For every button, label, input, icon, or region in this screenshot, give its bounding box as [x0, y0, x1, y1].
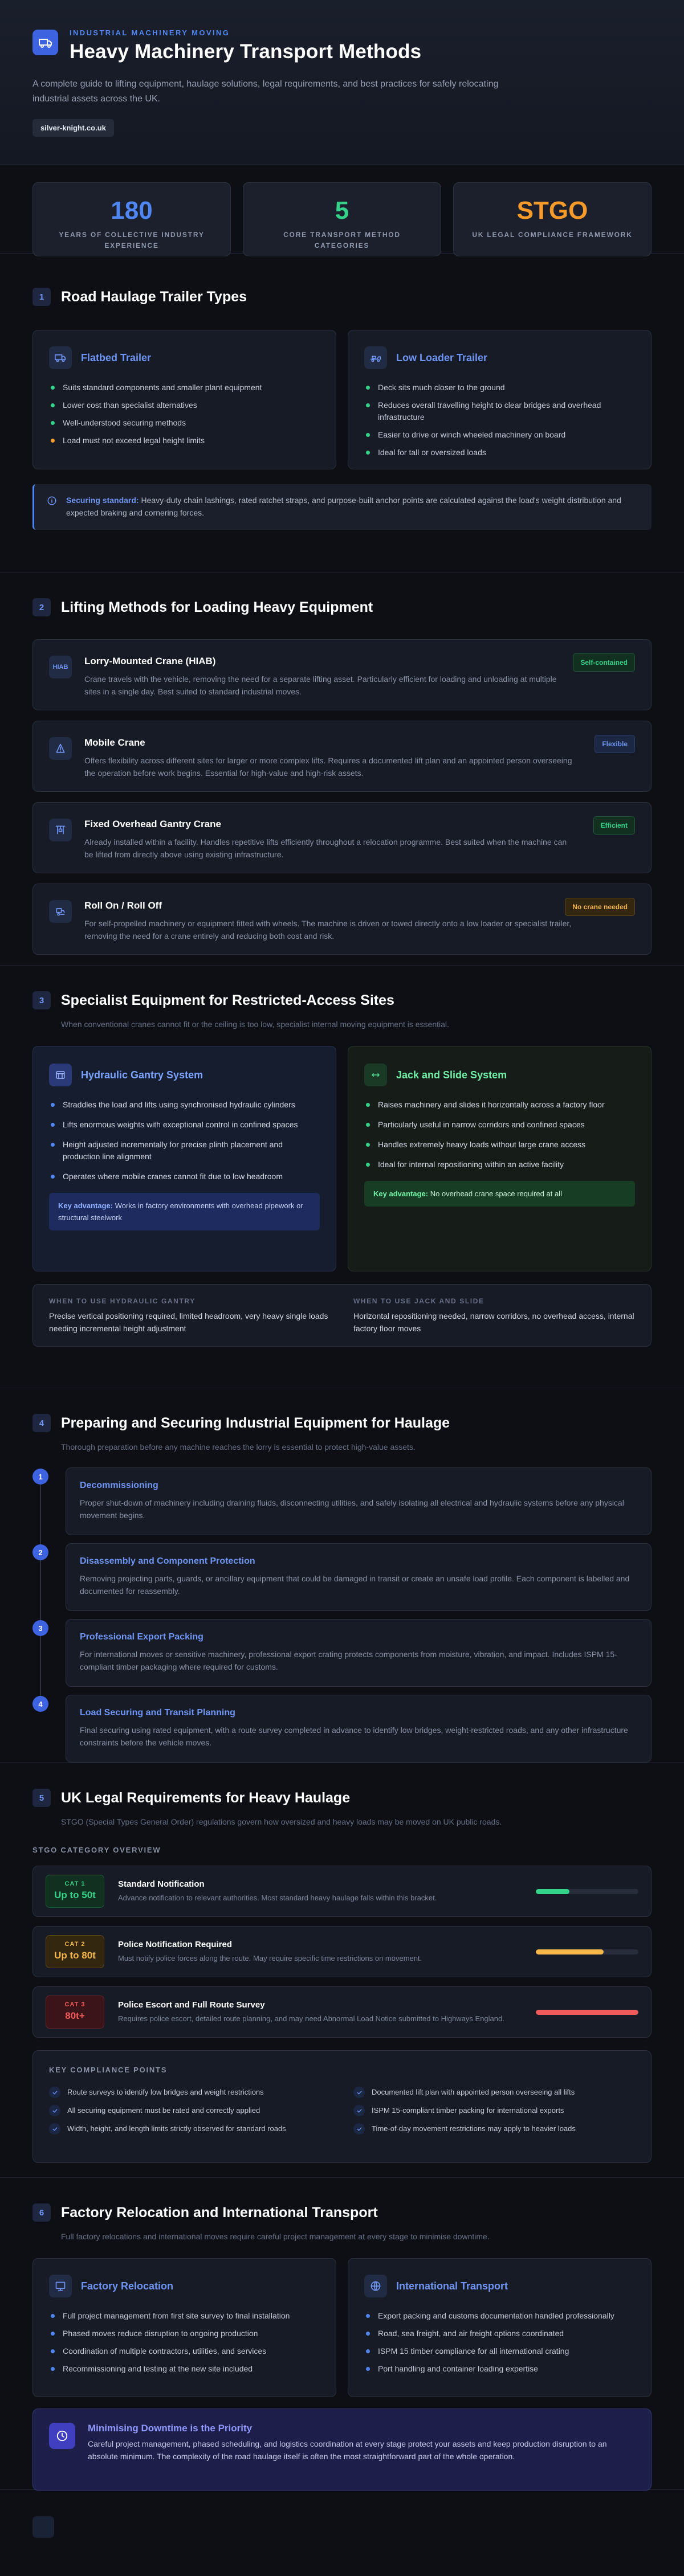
section-title: Specialist Equipment for Restricted-Access Sites: [61, 992, 394, 1008]
page-footer: [0, 2490, 684, 2567]
bullet-dot: [366, 386, 370, 390]
bullet-dot: [51, 421, 55, 425]
section-trailer-types: [0, 253, 684, 573]
section-subtitle: STGO (Special Types General Order) regulations govern how oversized and heavy loads may be moved on UK public roads.: [61, 1817, 502, 1826]
bullet-dot: [366, 433, 370, 437]
callout-text: Heavy-duty chain lashings, rated ratchet straps, and purpose-built anchor points are calculated against the load's weight distribution and expected braking and cornering forces.: [66, 496, 621, 517]
key-advantage-box: Key advantage: Works in factory environments with overhead pipework or structural steelwork: [49, 1193, 320, 1230]
category-level-fill: [536, 2010, 638, 2015]
category-level-bar: [536, 2010, 638, 2015]
section-number: 6: [32, 2203, 51, 2222]
bullet-dot: [51, 1143, 55, 1147]
card-title: International Transport: [396, 2280, 508, 2292]
bullet-dot: [366, 451, 370, 455]
compliance-points-card: [32, 2050, 652, 2163]
category-limit: Up to 50t: [54, 1890, 96, 1900]
method-title: Fixed Overhead Gantry Crane: [84, 819, 221, 829]
section-number: 4: [32, 1414, 51, 1432]
compliance-item: All securing equipment must be rated and correctly applied: [49, 2105, 331, 2116]
list-item: Reduces overall travelling height to clear bridges and overhead infrastructure: [364, 399, 635, 423]
category-title: Standard Notification: [118, 1879, 205, 1889]
list-item: Export packing and customs documentation handled professionally: [364, 2310, 635, 2322]
list-item: Well-understood securing methods: [49, 417, 320, 429]
category-desc: Must notify police forces along the route. May require specific time restrictions on movement.: [118, 1953, 422, 1962]
compliance-item: Route surveys to identify low bridges and weight restrictions: [49, 2087, 331, 2098]
category-badge: [46, 1875, 104, 1908]
stat-label: YEARS OF COLLECTIVE INDUSTRY EXPERIENCE: [59, 231, 205, 250]
bullet-dot: [51, 386, 55, 390]
stats-bar: [0, 165, 684, 253]
feature-list: [364, 2310, 635, 2375]
method-card: [32, 721, 652, 792]
card-title: Factory Relocation: [81, 2280, 174, 2292]
header-eyebrow: INDUSTRIAL MACHINERY MOVING: [70, 28, 230, 37]
step-card: [66, 1543, 652, 1611]
category-level-bar: [536, 1949, 638, 1955]
footer-logo: [32, 2516, 54, 2538]
section-preparation: [0, 1388, 684, 1763]
stat-value: 180: [111, 197, 153, 224]
stat-value: 5: [335, 197, 349, 224]
list-item: Operates where mobile cranes cannot fit due to low headroom: [49, 1171, 320, 1183]
gantry-icon: [49, 1064, 72, 1086]
method-desc: For self-propelled machinery or equipment fitted with wheels. The machine is driven or towed directly onto a low loader or specialist trailer, removing the need for a crane entirely and reducing both cost and risk.: [84, 919, 572, 941]
list-item: Lifts enormous weights with exceptional control in confined spaces: [49, 1119, 320, 1131]
stgo-overview-label: STGO CATEGORY OVERVIEW: [32, 1846, 161, 1854]
category-code: CAT 1: [64, 1880, 85, 1887]
bullet-dot: [51, 2332, 55, 2336]
section-title: Road Haulage Trailer Types: [61, 288, 247, 305]
factory-relocation-card: [32, 2258, 336, 2397]
list-item: Easier to drive or winch wheeled machinery on board: [364, 429, 635, 441]
feature-list: [364, 1099, 635, 1171]
list-item: Phased moves reduce disruption to ongoing production: [49, 2328, 320, 2340]
low-loader-icon: [364, 346, 387, 369]
factory-icon: [49, 2275, 72, 2297]
stat-label: UK LEGAL COMPLIANCE FRAMEWORK: [472, 231, 633, 239]
list-item: Recommissioning and testing at the new site included: [49, 2363, 320, 2375]
globe-icon: [364, 2275, 387, 2297]
category-level-fill: [536, 1949, 604, 1955]
step-card: [66, 1619, 652, 1687]
list-item: Ideal for tall or oversized loads: [364, 447, 635, 459]
bullet-dot: [51, 2349, 55, 2353]
bullet-dot: [51, 1175, 55, 1179]
category-level-fill: [536, 1889, 569, 1894]
compliance-label: KEY COMPLIANCE POINTS: [49, 2066, 168, 2074]
category-badge: [46, 1996, 104, 2029]
step-connector: [40, 1636, 41, 1696]
bullet-dot: [51, 1123, 55, 1127]
step-title: Load Securing and Transit Planning: [80, 1708, 235, 1718]
bullet-dot: [51, 2367, 55, 2371]
international-transport-card: [348, 2258, 652, 2397]
step-item: [32, 1543, 652, 1611]
step-desc: Final securing using rated equipment, with a route survey completed in advance to identify low bridges, weight-restricted roads, and any other infrastructure constraints before the vehicle moves.: [80, 1725, 628, 1747]
step-card: [66, 1695, 652, 1763]
bullet-dot: [366, 1103, 370, 1107]
list-item: Ideal for internal repositioning within an active facility: [364, 1159, 635, 1171]
section-subtitle: Thorough preparation before any machine reaches the lorry is essential to protect high-value assets.: [61, 1442, 416, 1451]
method-card: [32, 884, 652, 955]
card-title: Low Loader Trailer: [396, 351, 488, 363]
card-title: Hydraulic Gantry System: [81, 1069, 203, 1081]
section-legal-requirements: [0, 1763, 684, 2178]
list-item: Port handling and container loading expertise: [364, 2363, 635, 2375]
bullet-dot: [366, 1143, 370, 1147]
list-item: Lower cost than specialist alternatives: [49, 399, 320, 411]
method-desc: Offers flexibility across different sites for larger or more complex lifts. Requires a documented lift plan and an appointed person overseeing the operation before work begins. Essential for high-value and high-risk assets.: [84, 756, 572, 778]
site-link[interactable]: silver-knight.co.uk: [32, 119, 114, 137]
feature-list: [49, 1099, 320, 1183]
method-badge: Efficient: [593, 816, 635, 835]
list-item: Deck sits much closer to the ground: [364, 382, 635, 394]
section-title: UK Legal Requirements for Heavy Haulage: [61, 1789, 351, 1806]
when-label: WHEN TO USE JACK AND SLIDE: [353, 1297, 484, 1305]
check-icon: [49, 2087, 60, 2098]
feature-list: [49, 382, 320, 447]
truck-icon: [32, 30, 58, 55]
truck-icon: [49, 346, 72, 369]
section-number: 2: [32, 598, 51, 616]
crane-icon: [49, 737, 72, 760]
list-item: Height adjusted incrementally for precise plinth placement and production line alignment: [49, 1139, 320, 1163]
steps-list: [32, 1467, 652, 1763]
key-advantage-box: Key advantage: No overhead crane space required at all: [364, 1181, 635, 1207]
list-item: Particularly useful in narrow corridors and confined spaces: [364, 1119, 635, 1131]
hydraulic-gantry-card: [32, 1046, 336, 1271]
section-lifting-methods: [0, 573, 684, 966]
bullet-dot: [51, 439, 55, 443]
stat-label: CORE TRANSPORT METHOD CATEGORIES: [283, 231, 401, 250]
list-item: Straddles the load and lifts using synchronised hydraulic cylinders: [49, 1099, 320, 1111]
compliance-item: ISPM 15-compliant timber packing for international exports: [353, 2105, 635, 2116]
feature-list: [49, 2310, 320, 2375]
step-desc: Removing projecting parts, guards, or ancillary equipment that could be damaged in transit or create an unsafe load profile. Each component is labelled and documented for reassembly.: [80, 1574, 630, 1596]
category-code: CAT 3: [64, 2001, 85, 2008]
step-number: 4: [32, 1696, 48, 1712]
info-icon: [47, 496, 57, 506]
method-badge: Flexible: [595, 735, 635, 753]
method-title: Lorry-Mounted Crane (HIAB): [84, 656, 216, 667]
step-item: [32, 1695, 652, 1763]
card-title: Flatbed Trailer: [81, 351, 152, 363]
step-item: [32, 1467, 652, 1535]
stgo-category-row: [32, 1866, 652, 1917]
section-subtitle: Full factory relocations and international moves require careful project management at every stage to minimise downtime.: [61, 2232, 490, 2241]
list-item: ISPM 15 timber compliance for all international crating: [364, 2345, 635, 2357]
section-title: Preparing and Securing Industrial Equipment for Haulage: [61, 1414, 450, 1431]
check-icon: [353, 2123, 365, 2135]
section-specialist-equipment: [0, 966, 684, 1388]
hiab-icon: HIAB: [49, 656, 72, 678]
bullet-dot: [366, 2367, 370, 2371]
bullet-dot: [366, 1163, 370, 1167]
step-desc: Proper shut-down of machinery including draining fluids, disconnecting utilities, and safely isolating all electrical and hydraulic systems before any physical movement begins.: [80, 1498, 624, 1520]
step-desc: For international moves or sensitive machinery, professional export crating protects components from moisture, vibration, and impact. Includes ISPM 15-compliant timber packaging where required for customs.: [80, 1650, 617, 1671]
flatbed-trailer-card: [32, 330, 336, 469]
method-desc: Crane travels with the vehicle, removing the need for a separate lifting asset. Particularly efficient for loading and unloading at multiple sites in a single day. Best suited to standard industrial moves.: [84, 674, 557, 696]
when-to-use-panel: [32, 1284, 652, 1347]
check-icon: [49, 2123, 60, 2135]
stat-card: [453, 182, 652, 256]
bullet-dot: [366, 2349, 370, 2353]
downtime-priority-callout: [32, 2409, 652, 2491]
category-code: CAT 2: [64, 1941, 85, 1948]
step-connector: [40, 1485, 41, 1544]
list-item: Full project management from first site survey to final installation: [49, 2310, 320, 2322]
step-number: 3: [32, 1620, 48, 1636]
priority-text: Careful project management, phased scheduling, and logistics coordination at every stage protect your assets and keep production disruption to an absolute minimum. The complexity of the road haulage itself is often the most straightforward part of the whole operation.: [88, 2439, 607, 2461]
compliance-item: Documented lift plan with appointed person overseeing all lifts: [353, 2087, 635, 2098]
stgo-category-row: [32, 1926, 652, 1977]
step-number: 2: [32, 1544, 48, 1560]
list-item: Coordination of multiple contractors, utilities, and services: [49, 2345, 320, 2357]
method-title: Mobile Crane: [84, 737, 145, 748]
category-limit: Up to 80t: [54, 1950, 96, 1961]
category-desc: Advance notification to relevant authorities. Most standard heavy haulage falls within this bracket.: [118, 1893, 437, 1902]
section-number: 3: [32, 991, 51, 1009]
gantry-crane-icon: [49, 819, 72, 841]
check-icon: [353, 2087, 365, 2098]
section-subtitle: When conventional cranes cannot fit or the ceiling is too low, specialist internal moving equipment is essential.: [61, 1020, 449, 1029]
when-text: Horizontal repositioning needed, narrow corridors, no overhead access, internal factory floor moves: [353, 1311, 634, 1333]
list-item: Raises machinery and slides it horizontally across a factory floor: [364, 1099, 635, 1111]
securing-standard-callout: [32, 484, 652, 530]
list-item: Road, sea freight, and air freight options coordinated: [364, 2328, 635, 2340]
stat-card: [243, 182, 441, 256]
category-limit: 80t+: [65, 2010, 85, 2021]
step-card: [66, 1467, 652, 1535]
page-title: Heavy Machinery Transport Methods: [70, 40, 422, 63]
low-loader-trailer-card: [348, 330, 652, 469]
step-title: Disassembly and Component Protection: [80, 1556, 255, 1566]
when-text: Precise vertical positioning required, limited headroom, very heavy single loads needing incremental height adjustment: [49, 1311, 328, 1333]
page-header: [0, 0, 684, 165]
method-card: [32, 802, 652, 873]
method-desc: Already installed within a facility. Handles repetitive lifts efficiently throughout a relocation programme. Best suited when the machine can be lifted from directly above using existing infrastructure.: [84, 837, 567, 859]
category-title: Police Notification Required: [118, 1939, 233, 1949]
step-item: [32, 1619, 652, 1687]
category-badge: [46, 1935, 104, 1968]
callout-label: Securing standard:: [66, 496, 139, 505]
bullet-dot: [366, 2332, 370, 2336]
bullet-dot: [51, 2314, 55, 2318]
section-title: Factory Relocation and International Transport: [61, 2204, 378, 2221]
category-level-bar: [536, 1889, 638, 1894]
jack-slide-icon: [364, 1064, 387, 1086]
clock-icon: [49, 2423, 75, 2449]
priority-title: Minimising Downtime is the Priority: [88, 2423, 253, 2434]
check-icon: [353, 2105, 365, 2116]
stat-value: STGO: [516, 197, 588, 224]
bullet-dot: [51, 1103, 55, 1107]
check-icon: [49, 2105, 60, 2116]
list-item: Handles extremely heavy loads without large crane access: [364, 1139, 635, 1151]
bullet-dot: [366, 403, 370, 407]
step-connector: [40, 1560, 41, 1620]
bullet-dot: [366, 1123, 370, 1127]
list-item: Suits standard components and smaller plant equipment: [49, 382, 320, 394]
section-title: Lifting Methods for Loading Heavy Equipment: [61, 599, 373, 615]
feature-list: [364, 382, 635, 459]
category-title: Police Escort and Full Route Survey: [118, 2000, 265, 2010]
category-desc: Requires police escort, detailed route planning, and may need Abnormal Load Notice submitted to Highways England.: [118, 2014, 504, 2023]
roll-on-icon: [49, 900, 72, 923]
card-title: Jack and Slide System: [396, 1069, 507, 1081]
header-intro: A complete guide to lifting equipment, haulage solutions, legal requirements, and best practices for safely relocating industrial assets across the UK.: [32, 79, 499, 104]
list-item: Load must not exceed legal height limits: [49, 435, 320, 447]
method-card: [32, 639, 652, 710]
bullet-dot: [51, 403, 55, 407]
when-label: WHEN TO USE HYDRAULIC GANTRY: [49, 1297, 196, 1305]
section-number: 1: [32, 288, 51, 306]
compliance-item: Time-of-day movement restrictions may apply to heavier loads: [353, 2123, 635, 2135]
step-title: Decommissioning: [80, 1481, 158, 1490]
jack-slide-card: [348, 1046, 652, 1271]
method-title: Roll On / Roll Off: [84, 900, 162, 911]
stgo-category-row: [32, 1986, 652, 2038]
compliance-item: Width, height, and length limits strictly observed for standard roads: [49, 2123, 331, 2135]
section-relocation: [0, 2178, 684, 2490]
step-title: Professional Export Packing: [80, 1632, 203, 1642]
method-badge: No crane needed: [565, 898, 635, 916]
bullet-dot: [366, 2314, 370, 2318]
method-badge: Self-contained: [573, 653, 635, 672]
stat-card: [32, 182, 231, 256]
section-number: 5: [32, 1789, 51, 1807]
step-number: 1: [32, 1469, 48, 1485]
